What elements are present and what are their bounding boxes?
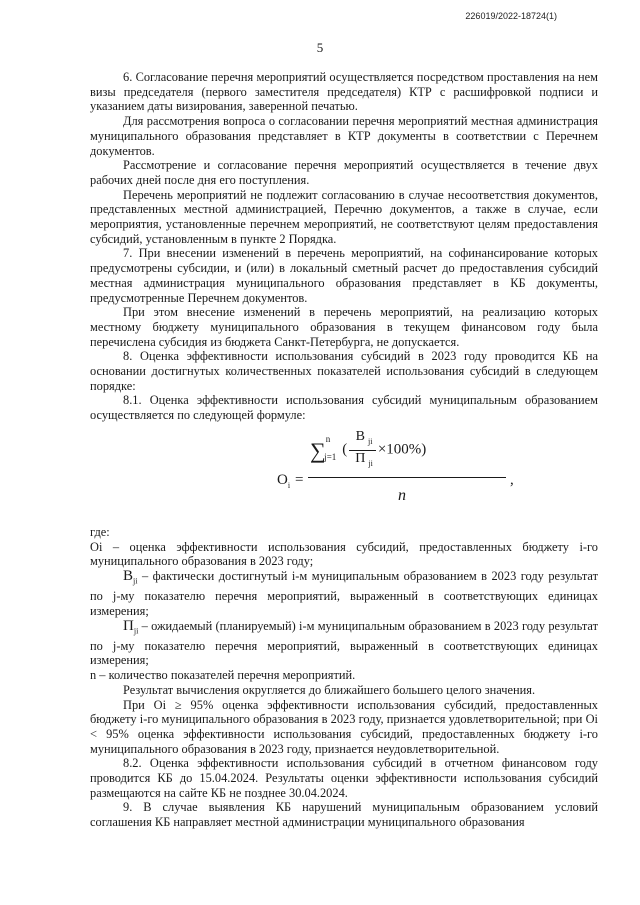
formula-comma: ,: [510, 471, 514, 488]
paragraph-6b: Для рассмотрения вопроса о согласовании перечня мероприятий местная администрация муниципального образования представляет в КТР документы в соответствии с Перечнем документов.: [90, 114, 598, 158]
paragraph-7a: 7. При внесении изменений в перечень мероприятий, на софинансирование которых предусмотрены субсидии, и (или) в локальный сметный расчет до предоставления субсидий местная администрация муниципального образования представляет в КБ документы, предусмотренные Перечнем документов.: [90, 246, 598, 305]
document-number: 226019/2022-18724(1): [465, 11, 557, 21]
paragraph-6c: Рассмотрение и согласование перечня мероприятий осуществляется в течение двух рабочих дней после дня его поступления.: [90, 158, 598, 187]
formula-open-paren: (: [342, 441, 348, 458]
paragraph-6d: Перечень мероприятий не подлежит согласованию в случае несоответствия документов, представленных местной администрацией, Перечню документов, а также в случае, если мероприятия, установленные перечнем мероприятий, не соответствуют целям предоставления субсидий, установленным в пункте 2 Порядка.: [90, 187, 598, 246]
threshold-paragraph: При Оi ≥ 95% оценка эффективности использования субсидий, предоставленных бюджету i-го муниципального образования в 2023 году, признается удовлетворительной; при Оi < 95% оценка эффективности использования субсидий, предоставленных бюджету i-го муниципального образования в 2023 году, признается неудовлетворительной.: [90, 697, 598, 756]
document-body: [90, 70, 598, 830]
where-label: где:: [90, 524, 110, 539]
n-definition: n – количество показателей перечня мероприятий.: [90, 668, 356, 683]
sum-symbol: ∑: [310, 437, 326, 463]
formula-times-percent: ×100%): [377, 441, 427, 458]
formula-lhs: $O_i$: [277, 471, 291, 490]
efficiency-formula: [90, 427, 598, 519]
sum-upper-limit: n: [325, 433, 331, 444]
oi-definition: Оi – оценка эффективности использования субсидий, предоставленных бюджету i-го муниципального образования в 2023 году;: [90, 539, 598, 569]
page-number: 5: [316, 40, 324, 55]
sum-lower-limit: j=1: [324, 451, 337, 462]
paragraph-7b: При этом внесение изменений в перечень мероприятий, на реализацию которых местному бюджету муниципального образования в текущем финансовом году была перечислена субсидия из бюджета Санкт-Петербурга, не допускается.: [90, 305, 598, 349]
paragraph-9: 9. В случае выявления КБ нарушений муниципальным образованием условий соглашения КБ направляет местной администрации муниципального образования: [90, 800, 598, 830]
b-definition: $B_{ji}$ – фактически достигнутый i-м муниципальным образованием в 2023 году результат по j-му показателю перечня мероприятий, выраженный в соответствующих единицах измерения;: [90, 567, 598, 618]
formula-numerator: [310, 429, 426, 472]
rounding-note: Результат вычисления округляется до ближайшего большего целого значения.: [123, 682, 536, 697]
ratio-fraction: $\frac{B _{ji}}{П _{ji}}$: [349, 429, 376, 472]
p-definition: $П_{ji}$ – ожидаемый (планируемый) i-м муниципальным образованием в 2023 году результат по j-му показателю перечня мероприятий, выраженный в соответствующих единицах измерения;: [90, 617, 598, 668]
paragraph-8-2: 8.2. Оценка эффективности использования субсидий в отчетном финансовом году проводится КБ до 15.04.2024. Результаты оценки эффективности использования субсидий размещаются на сайте КБ не позднее 30.04.2024.: [90, 756, 598, 800]
paragraph-8: 8. Оценка эффективности использования субсидий в 2023 году проводится КБ на основании достигнутых количественных показателей использования субсидий в следующем порядке:: [90, 349, 598, 393]
paragraph-8-1: 8.1. Оценка эффективности использования субсидий муниципальным образованием осуществляется по следующей формуле:: [90, 393, 598, 423]
formula-fraction-line: [308, 477, 506, 478]
formula-denominator: n: [398, 486, 406, 504]
paragraph-6a: 6. Согласование перечня мероприятий осуществляется посредством проставления на нем визы председателя (первого заместителя председателя) КТР с расшифровкой подписи и указанием даты визирования, заверенной печатью.: [90, 70, 598, 114]
formula-equals: =: [295, 471, 304, 488]
